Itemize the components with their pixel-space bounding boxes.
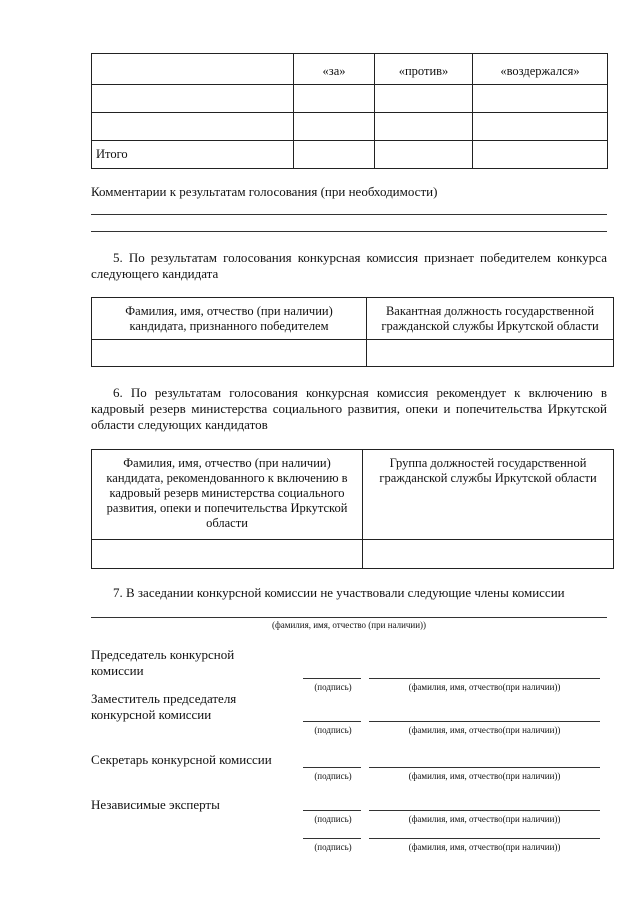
expert1-name-caption: (фамилия, имя, отчество(при наличии)) <box>408 814 561 824</box>
table-row <box>92 340 614 367</box>
expert2-name-line <box>369 838 600 839</box>
chairman-name-caption: (фамилия, имя, отчество(при наличии)) <box>408 682 561 692</box>
expert1-sign-line <box>303 810 361 811</box>
vote-header-abstained: «воздержался» <box>473 54 608 85</box>
secretary-sign-caption: (подпись) <box>314 771 352 781</box>
table-row <box>92 540 614 569</box>
reserve-col-group: Группа должностей государственной гражданской службы Иркутской области <box>363 450 614 540</box>
expert2-name-caption: (фамилия, имя, отчество(при наличии)) <box>408 842 561 852</box>
vote-table-empty-header <box>92 54 294 85</box>
deputy-sign-line <box>303 721 361 722</box>
chairman-sign-line <box>303 678 361 679</box>
reserve-table <box>91 449 614 569</box>
table-row <box>92 113 608 141</box>
secretary-sign-line <box>303 767 361 768</box>
deputy-name-line <box>369 721 600 722</box>
table-row <box>92 141 608 169</box>
expert1-name-line <box>369 810 600 811</box>
section5-text: 5. По результатам голосования конкурсная комиссия признает победителем конкурса следующего кандидата <box>91 250 607 281</box>
secretary-label: Секретарь конкурсной комиссии <box>91 752 272 767</box>
absent-members-caption: (фамилия, имя, отчество (при наличии)) <box>271 620 427 630</box>
section6-text: 6. По результатам голосования конкурсная комиссия рекомендует к включению в кадровый резерв министерства социального развития, опеки и попечительства Иркутской области следующих кандидатов <box>91 385 607 432</box>
vote-header-against: «против» <box>375 54 473 85</box>
vote-table <box>91 53 608 169</box>
table-row <box>92 85 608 113</box>
expert2-sign-line <box>303 838 361 839</box>
winner-col-name: Фамилия, имя, отчество (при наличии) кандидата, признанного победителем <box>92 298 367 340</box>
deputy-name-caption: (фамилия, имя, отчество(при наличии)) <box>408 725 561 735</box>
comments-line-2 <box>91 231 607 232</box>
vote-total-label: Итого <box>92 141 294 169</box>
winner-table <box>91 297 614 367</box>
vote-header-for: «за» <box>294 54 375 85</box>
comments-line-1 <box>91 214 607 215</box>
deputy-sign-caption: (подпись) <box>314 725 352 735</box>
winner-col-position: Вакантная должность государственной гражданской службы Иркутской области <box>367 298 614 340</box>
absent-members-line <box>91 617 607 618</box>
chairman-name-line <box>369 678 600 679</box>
comments-label: Комментарии к результатам голосования (при необходимости) <box>91 184 438 199</box>
chairman-sign-caption: (подпись) <box>314 682 352 692</box>
expert1-sign-caption: (подпись) <box>314 814 352 824</box>
experts-label: Независимые эксперты <box>91 797 220 812</box>
secretary-name-caption: (фамилия, имя, отчество(при наличии)) <box>408 771 561 781</box>
chairman-label: Председатель конкурсной комиссии <box>91 647 235 678</box>
expert2-sign-caption: (подпись) <box>314 842 352 852</box>
secretary-name-line <box>369 767 600 768</box>
deputy-label: Заместитель председателя конкурсной комиссии <box>91 691 237 722</box>
section7-text: 7. В заседании конкурсной комиссии не участвовали следующие члены комиссии <box>113 585 565 600</box>
reserve-col-name: Фамилия, имя, отчество (при наличии) кандидата, рекомендованного к включению в кадровый резерв министерства социального развития, опеки и попечительства Иркутской области <box>92 450 363 540</box>
